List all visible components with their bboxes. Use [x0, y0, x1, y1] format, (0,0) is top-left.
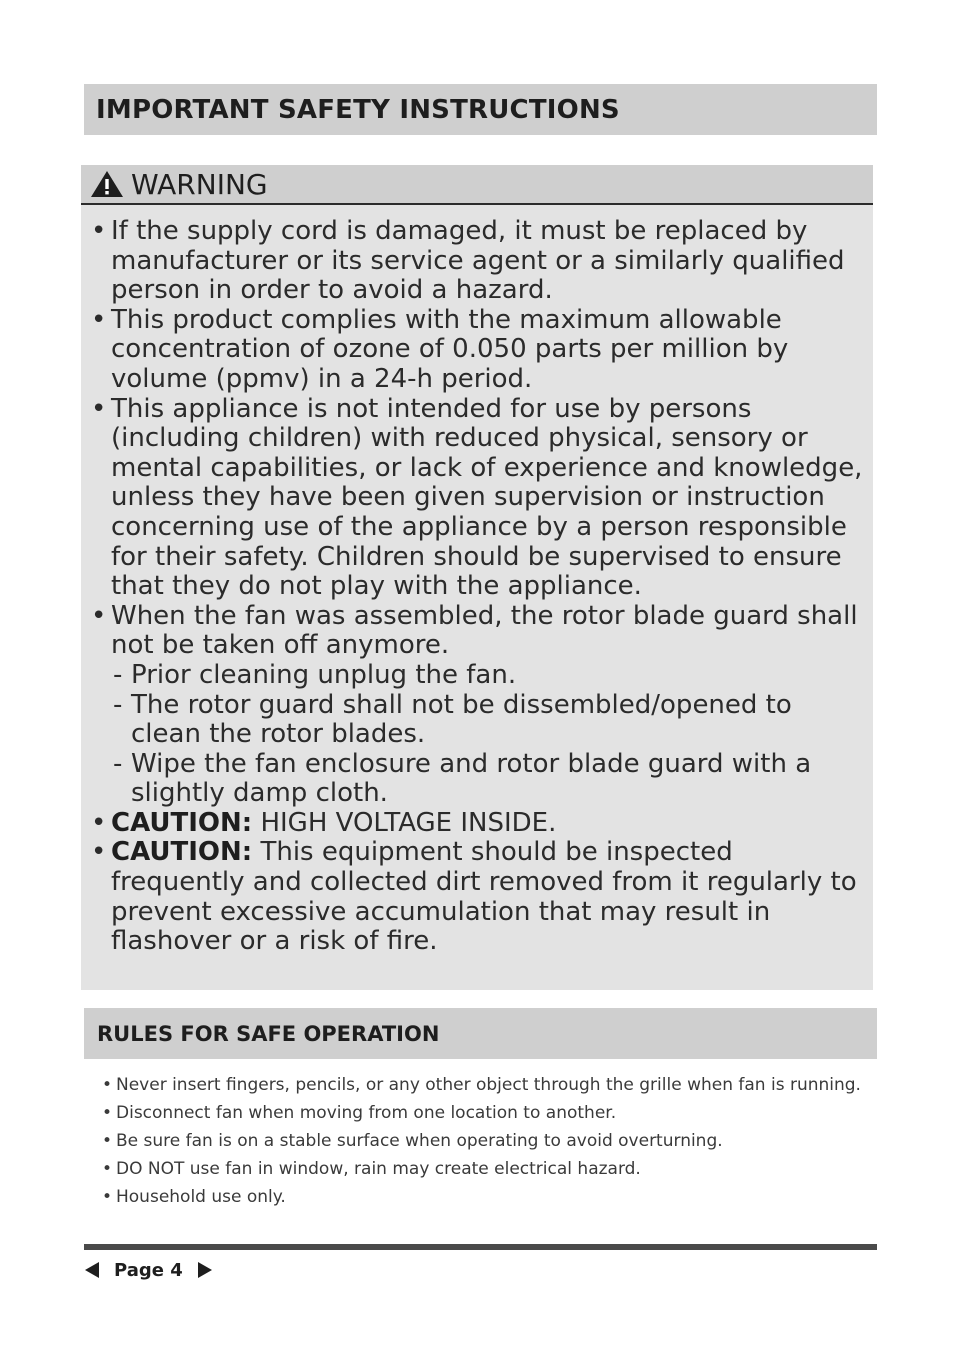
warning-item: • When the fan was assembled, the rotor blade guard shall not be taken off anymore. - Prior cleaning unplug the fan. - The rotor guard shall not be dissembled/opened to clean the rotor blades. - Wipe the fan enclosure and rotor blade guard with a slightly damp cloth.: [91, 602, 865, 809]
warning-panel: [81, 165, 873, 990]
rules-title-bar: [84, 1008, 877, 1059]
rule-item: • Household use only.: [100, 1186, 865, 1209]
next-page-icon[interactable]: [197, 1261, 213, 1279]
caution-item: • CAUTION: HIGH VOLTAGE INSIDE.: [91, 809, 865, 839]
safety-title-bar: [84, 84, 877, 135]
warning-triangle-icon: [90, 170, 124, 198]
warning-sublist: [111, 661, 865, 809]
warning-item: • This appliance is not intended for use by persons (including children) with reduced physical, sensory or mental capabilities, or lack of experience and knowledge, unless they have been given supervision or instruction concerning use of the appliance by a person responsible for their safety. Children should be supervised to ensure that they do not play with the appliance.: [91, 395, 865, 602]
warning-item: • If the supply cord is damaged, it must be replaced by manufacturer or its service agent or a similarly qualified person in order to avoid a hazard.: [91, 217, 865, 306]
rule-item: • Never insert fingers, pencils, or any other object through the grille when fan is running.: [100, 1074, 865, 1097]
caution-item: • CAUTION: This equipment should be inspected frequently and collected dirt removed from it regularly to prevent excessive accumulation that may result in flashover or a risk of fire.: [91, 838, 865, 956]
footer-divider: [84, 1244, 877, 1250]
rule-item: • Be sure fan is on a stable surface when operating to avoid overturning.: [100, 1130, 865, 1153]
rule-item: • DO NOT use fan in window, rain may create electrical hazard.: [100, 1158, 865, 1181]
rules-title: RULES FOR SAFE OPERATION: [97, 1021, 440, 1046]
warning-label: WARNING: [131, 167, 268, 201]
previous-page-icon[interactable]: [84, 1261, 100, 1279]
rule-item: • Disconnect fan when moving from one location to another.: [100, 1102, 865, 1125]
warning-subitem: - The rotor guard shall not be dissembled/opened to clean the rotor blades.: [111, 691, 865, 750]
warning-header: [81, 165, 873, 205]
rules-list: [100, 1074, 865, 1214]
caution-label: CAUTION:: [111, 837, 253, 868]
warning-subitem: - Wipe the fan enclosure and rotor blade guard with a slightly damp cloth.: [111, 750, 865, 809]
warning-list: [81, 205, 873, 957]
caution-label: CAUTION:: [111, 807, 253, 838]
warning-item: • This product complies with the maximum allowable concentration of ozone of 0.050 parts per million by volume (ppmv) in a 24-h period.: [91, 306, 865, 395]
page-navigator: [84, 1258, 213, 1282]
page-title: IMPORTANT SAFETY INSTRUCTIONS: [96, 94, 620, 125]
page-number: Page 4: [114, 1259, 183, 1281]
warning-subitem: - Prior cleaning unplug the fan.: [111, 661, 865, 691]
